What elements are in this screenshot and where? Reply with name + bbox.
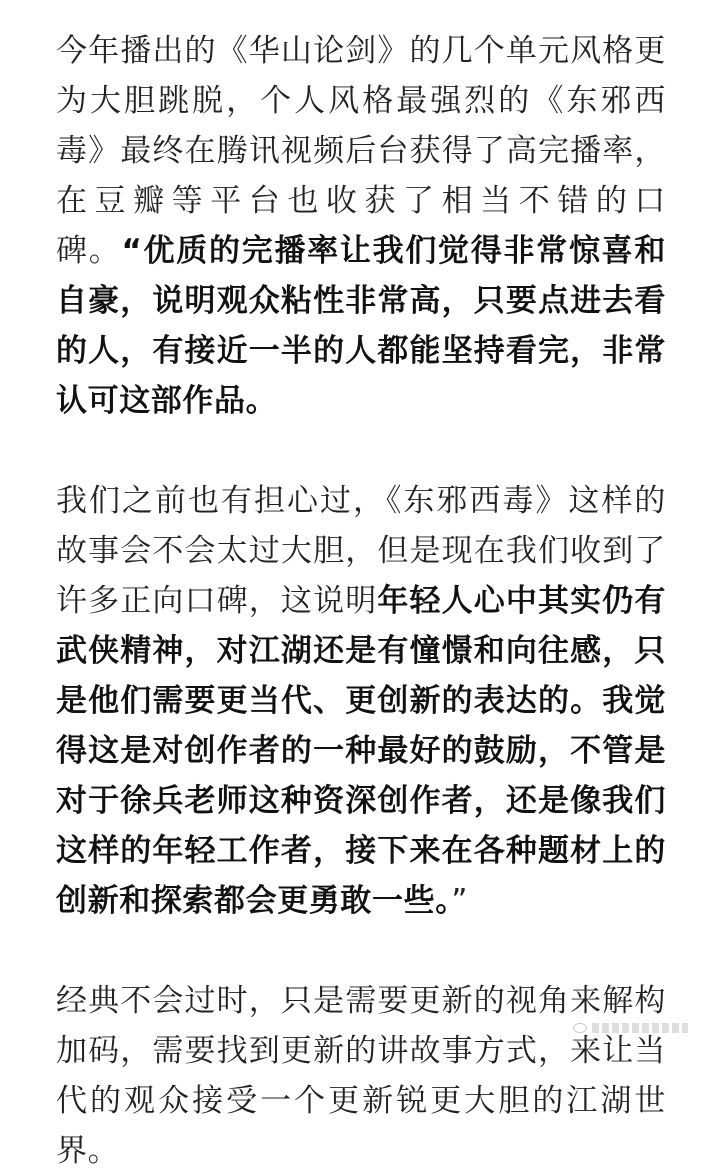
watermark-text-blur [592,1023,688,1033]
paragraph-2-plain: 我们之前也有担心过，《东邪西毒》这样的故事会不会太过大胆，但是现在我们收到了许多正向口碑，这说明 [56,483,666,619]
paragraph-2-bold-quote: 年轻人心中其实仍有武侠精神，对江湖还是有憧憬和向往感，只是他们需要更当代、更创新的表达的。我觉得这是对创作者的一种最好的鼓励，不管是对于徐兵老师这种资深创作者，还是像我们这样的年轻工作者，接下来在各种题材上的创新和探索都会更勇敢一些。 [56,583,667,919]
weibo-logo-icon [572,1022,588,1034]
paragraph-1-plain: 今年播出的《华山论剑》的几个单元风格更为大胆跳脱，个人风格最强烈的《东邪西毒》最终在腾讯视频后台获得了高完播率，在豆瓣等平台也收获了相当不错的口碑。 [56,33,666,269]
article-body [56,26,666,1176]
paragraph-1-bold-quote: “优质的完播率让我们觉得非常惊喜和自豪，说明观众粘性非常高，只要点进去看的人，有接近一半的人都能坚持看完，非常认可这部作品。 [56,233,666,419]
watermark [572,1022,688,1034]
paragraph-2 [56,476,666,926]
paragraph-1 [56,26,666,426]
paragraph-2-closing-quote: ” [451,883,468,919]
paragraph-3-plain: 经典不会过时，只是需要更新的视角来解构加码，需要找到更新的讲故事方式，来让当代的观众接受一个更新锐更大胆的江湖世界。 [56,983,666,1169]
paragraph-3 [56,976,666,1176]
